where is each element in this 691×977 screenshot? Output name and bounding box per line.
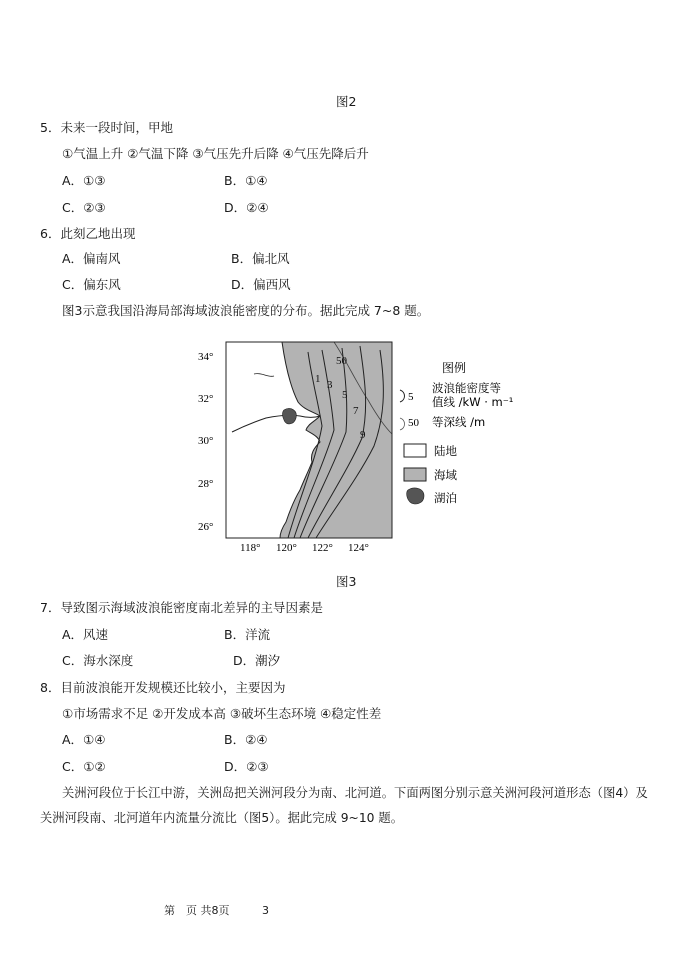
contour-label-5: 5 [342, 389, 348, 401]
legend-isobath-line-icon [400, 418, 405, 430]
lat-label-28: 28° [198, 478, 214, 490]
figure-3-intro: 图3示意我国沿海局部海域波浪能密度的分布。据此完成 7~8 题。 [62, 303, 430, 318]
legend-wave-text-1: 波浪能密度等 [432, 381, 501, 395]
question-8-option-a: A．①④ [62, 732, 106, 747]
question-6-option-a: A．偏南风 [62, 251, 121, 266]
legend-lake-text: 湖泊 [434, 491, 457, 505]
contour-label-1: 1 [315, 373, 321, 385]
figure-4-5-intro-line-1: 关洲河段位于长江中游，关洲岛把关洲河段分为南、北河道。下面两图分别示意关洲河段河道形态（图4）及 [62, 786, 648, 800]
question-7-option-c: C．海水深度 [62, 653, 134, 668]
question-5-option-a: A．①③ [62, 173, 106, 188]
legend-sea-swatch [404, 468, 426, 481]
legend-depth-text: 等深线 /m [432, 415, 486, 429]
legend-land-text: 陆地 [434, 444, 457, 458]
question-8-stem: 8．目前波浪能开发规模还比较小，主要因为 [40, 680, 286, 695]
legend-wave-sample: 5 [408, 391, 414, 403]
question-8-option-d: D．②③ [224, 759, 269, 774]
lon-label-120: 120° [276, 542, 297, 554]
question-7-option-d: D．潮汐 [233, 653, 281, 668]
contour-label-9: 9 [360, 429, 366, 441]
legend-land-swatch [404, 444, 426, 457]
question-7-option-a: A．风速 [62, 627, 109, 642]
question-5-statements: ①气温上升 ②气温下降 ③气压先升后降 ④气压先降后升 [62, 146, 369, 161]
legend-wave-text-2: 值线 /kW · m⁻¹ [432, 395, 514, 409]
question-6-stem: 6．此刻乙地出现 [40, 226, 136, 241]
figure-3-caption: 图3 [336, 574, 357, 589]
figure-4-5-intro-line-2: 关洲河段南、北河道年内流量分流比（图5）。据此完成 9~10 题。 [40, 811, 403, 825]
question-5-option-c: C．②③ [62, 200, 106, 215]
lat-label-32: 32° [198, 393, 214, 405]
lon-label-122: 122° [312, 542, 333, 554]
lat-label-30: 30° [198, 435, 214, 447]
contour-label-3: 3 [327, 379, 333, 391]
question-8-option-b: B．②④ [224, 732, 268, 747]
legend-depth-sample: 50 [408, 417, 419, 429]
question-5-stem: 5．未来一段时间，甲地 [40, 120, 173, 135]
legend-lake-swatch [407, 488, 424, 504]
question-8-statements: ①市场需求不足 ②开发成本高 ③破坏生态环境 ④稳定性差 [62, 706, 382, 721]
lat-label-26: 26° [198, 521, 214, 533]
isobath-label-50: 50 [336, 355, 347, 367]
lon-label-118: 118° [240, 542, 261, 554]
question-5-option-b: B．①④ [224, 173, 268, 188]
question-8-option-c: C．①② [62, 759, 106, 774]
question-6-option-d: D．偏西风 [231, 277, 291, 292]
legend-wave-line-icon [400, 390, 405, 402]
question-6-option-b: B．偏北风 [231, 251, 290, 266]
legend-title: 图例 [442, 361, 467, 375]
lake-shape [283, 408, 297, 424]
figure-2-caption: 图2 [336, 94, 357, 109]
map-legend [400, 360, 513, 505]
page-number: 3 [262, 904, 269, 917]
map-body [226, 342, 392, 538]
question-7-option-b: B．洋流 [224, 627, 271, 642]
lon-label-124: 124° [348, 542, 369, 554]
question-7-stem: 7．导致图示海域波浪能密度南北差异的主导因素是 [40, 600, 323, 615]
legend-sea-text: 海域 [434, 468, 457, 482]
wave-energy-map [196, 330, 556, 558]
lat-label-34: 34° [198, 351, 214, 363]
contour-label-7: 7 [353, 405, 359, 417]
question-6-option-c: C．偏东风 [62, 277, 121, 292]
question-5-option-d: D．②④ [224, 200, 269, 215]
page-footer-text: 第 页 共8页 [164, 904, 230, 917]
